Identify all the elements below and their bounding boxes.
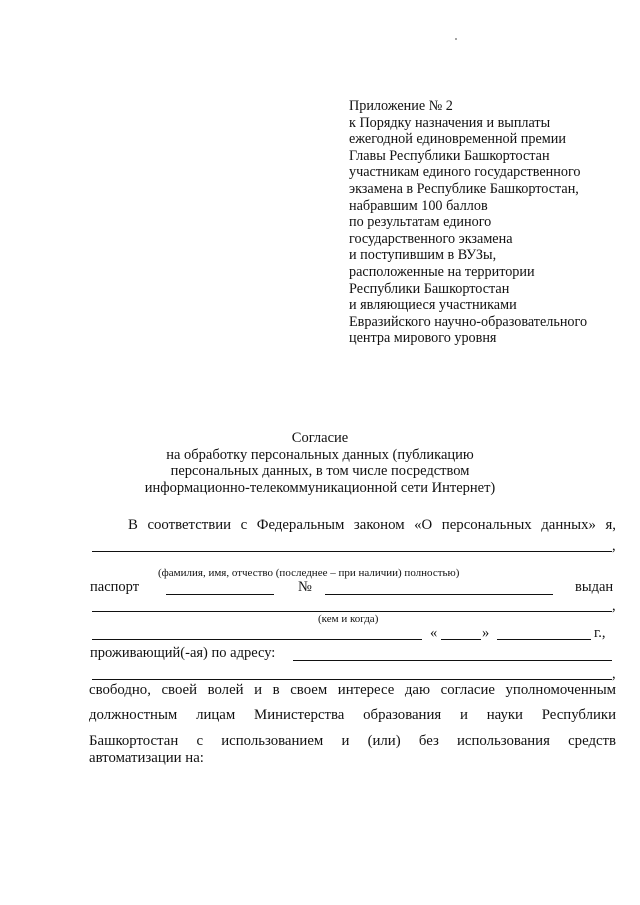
appendix-header xyxy=(349,98,629,347)
appendix-line: и поступившим в ВУЗы, xyxy=(349,247,497,264)
title-line: Согласие xyxy=(291,430,349,446)
full-name-field[interactable] xyxy=(92,551,612,552)
appendix-line: и являющиеся участниками xyxy=(349,297,517,314)
passport-label: паспорт xyxy=(90,579,140,595)
address-field[interactable] xyxy=(293,660,612,661)
consent-line: Башкортостан с использованием и (или) без использования средств xyxy=(89,733,616,749)
appendix-line: центра мирового уровня xyxy=(349,330,497,347)
appendix-line: Главы Республики Башкортостан xyxy=(349,147,550,164)
appendix-line: по результатам единого xyxy=(349,214,492,231)
date-month-field[interactable] xyxy=(497,639,591,640)
scan-speck xyxy=(455,38,457,40)
address-label: проживающий(-ая) по адресу: xyxy=(90,645,276,661)
appendix-line: государственного экзамена xyxy=(349,230,513,247)
quote-open: « xyxy=(430,625,438,641)
issuer-continuation-field[interactable] xyxy=(92,639,422,640)
appendix-line: экзамена в Республике Башкортостан, xyxy=(349,180,579,197)
issuer-hint: (кем и когда) xyxy=(318,613,379,625)
consent-line: свободно, своей волей и в своем интересе даю согласие уполномоченным xyxy=(89,682,616,698)
title-line: информационно-телекоммуникационной сети Интернет) xyxy=(144,479,496,496)
appendix-line: ежегодной единовременной премии xyxy=(349,131,566,148)
passport-series-field[interactable] xyxy=(166,594,274,595)
issuer-field[interactable] xyxy=(92,611,612,612)
consent-line-last: автоматизации на: xyxy=(89,750,204,766)
address-continuation-field[interactable] xyxy=(92,679,612,680)
document-title xyxy=(0,430,640,496)
comma: , xyxy=(612,666,616,682)
quote-close: » xyxy=(482,625,490,641)
title-line: персональных данных, в том числе посредством xyxy=(170,463,470,480)
title-line: на обработку персональных данных (публикацию xyxy=(166,446,474,463)
appendix-line: расположенные на территории xyxy=(349,263,535,280)
passport-number-field[interactable] xyxy=(325,594,553,595)
year-suffix: г., xyxy=(594,625,606,641)
issued-label: выдан xyxy=(575,579,614,595)
comma: , xyxy=(612,538,616,554)
appendix-line: Приложение № 2 xyxy=(349,98,453,114)
appendix-line: к Порядку назначения и выплаты xyxy=(349,114,551,131)
appendix-line: Евразийского научно-образовательного xyxy=(349,313,588,330)
comma: , xyxy=(612,598,616,614)
date-day-field[interactable] xyxy=(441,639,481,640)
intro-line: В соответствии с Федеральным законом «О персональных данных» я, xyxy=(128,517,616,533)
appendix-line: набравшим 100 баллов xyxy=(349,197,488,214)
appendix-line: участникам единого государственного xyxy=(349,164,581,181)
number-sign: № xyxy=(298,579,312,595)
appendix-line: Республики Башкортостан xyxy=(349,280,510,297)
full-name-hint: (фамилия, имя, отчество (последнее – при наличии) полностью) xyxy=(158,567,460,579)
consent-line: должностным лицам Министерства образования и науки Республики xyxy=(89,707,616,723)
